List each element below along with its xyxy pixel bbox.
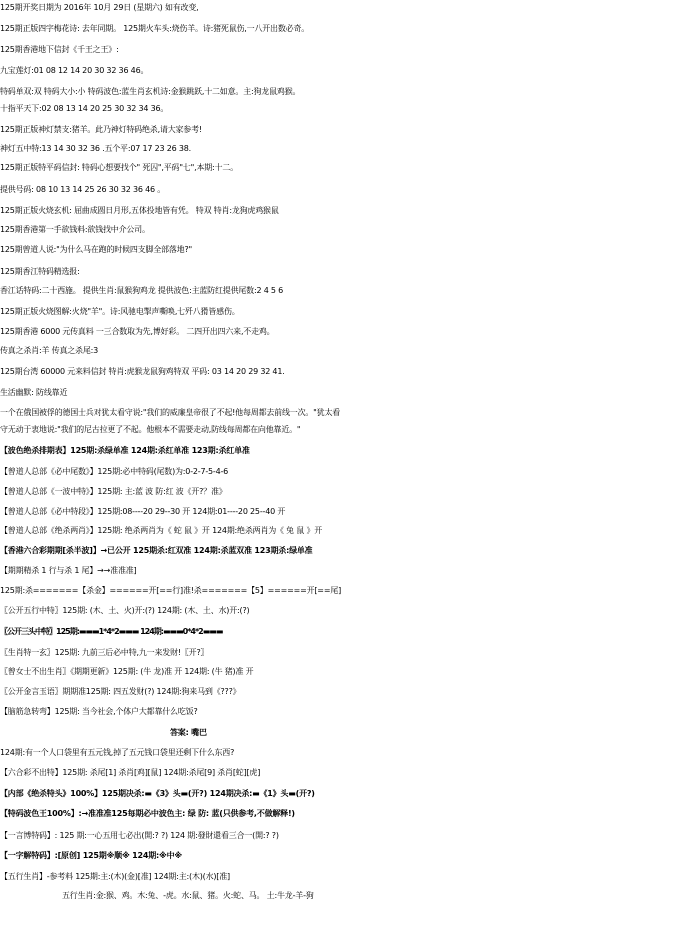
text-line-fire-diagram: 125期正版火烧图解:火烧"羊"。诗:风驰电掣声嘶唤,七歼八猾皆感伤。 (0, 307, 240, 316)
text-line-zeng-two-kill: 【曾道人总部《绝杀两肖》】125期: 绝杀两肖为《 蛇 鼠 》开 124期:绝杀两肖为《 兔 鼠 》开 (0, 526, 323, 535)
text-line-taiwan-letter: 125期台湾 60000 元来料信封 特肖:虎猴龙鼠狗鸡特双 平码: 03 14 20 29 32 41. (0, 367, 285, 376)
text-line-three-heads: 〖公开三头中特〗125期:▬▬▬1*4*2▬▬▬ 124期:▬▬▬0*4*2▬▬▬ (0, 627, 223, 636)
text-line-golden-words: 〖公开金言玉语〗期期准125期: 四五发财(?) 124期:狗来马到《???》 (0, 687, 241, 696)
text-line-provided-numbers: 提供号码: 08 10 13 14 25 26 30 32 36 46 。 (0, 185, 166, 194)
text-line-five-elements: 〖公开五行中特〗125期: (木、土、火)开:(?) 124期: (木、土、水)开:(?) (0, 606, 250, 615)
text-line-zeng-wave: 【曾道人总部《一波中特》】125期: 主:蓝 波 防:红 波《开?？准》 (0, 487, 227, 496)
text-line-hk-half-wave: 【香港六合彩期期[杀半波]】→已公开 125期杀:红双准 124期:杀蓝双准 123期杀:绿单准 (0, 546, 313, 555)
text-line-fire-mystery: 125期正版火烧玄机: 屈曲成圆日月形,五体投地皆有凭。 特双 特肖:龙狗虎鸡猴鼠 (0, 206, 279, 215)
text-line-zeng-segment: 【曾道人总部《必中特段》】125期:08----20 29--30 开 124期:01----20 25--40 开 (0, 507, 286, 516)
text-line-kill-gold: 125期:杀=======【杀金】======开[==行]准!杀=======【5】======开[==尾] (0, 586, 342, 595)
text-line-lotus-lamp: 九宝莲灯:01 08 12 14 20 30 32 36 46。 (0, 66, 149, 75)
text-line-lamp-five: 神灯五中特:13 14 30 32 36 .五个平:07 17 23 26 38. (0, 144, 191, 153)
text-line-wave-king: 【特码波色王100%】:→准准准125每期必中波色主: 绿 防: 蓝(只供参考,不做解释!) (0, 809, 295, 818)
text-line-fax-kill: 传真之杀肖:羊 传真之杀尾:3 (0, 346, 99, 355)
text-line-one-word-bet: 【一言博特码】: 125 期:一心五用七必出(開:? ?) 124 期:發財還看三合一(開:? ?) (0, 831, 279, 840)
text-line-ms-zeng: 〖曾女士不出生肖〗《期期更新》125期: (牛 龙)准 开 124期: (牛 猪)准 开 (0, 667, 254, 676)
text-line-humor-body-2: 守无动于衷地说:"我们的尼古拉更了不起。他根本不需要走动,防线每周都在向他靠近。" (0, 425, 301, 434)
text-line-color-kill: 【波色绝杀排期表】125期:杀绿单准 124期:杀红单准 123期:杀红单准 (0, 446, 250, 455)
text-line-humor-title: 生活幽默: 防线靠近 (0, 388, 68, 397)
text-line-draw-date: 125期开奖日期为 2016年 10月 29日 (星期六) 如有改变, (0, 3, 199, 12)
text-line-riddle-124: 124期:有一个人口袋里有五元钱,掉了五元钱口袋里还剩下什么东西? (0, 748, 235, 757)
text-line-one-char-solve: 【一字解特码】:[原创] 125期※顺※ 124期:※中※ (0, 851, 182, 860)
text-line-zeng-says: 125期曾道人说:"为什么马在跑的时候四支脚全部落地?" (0, 245, 192, 254)
text-line-zodiac-mystery: 〖生肖特一玄〗125期: 九前三后必中特,九一来发财!〖开?〗 (0, 648, 209, 657)
text-line-odd-even: 特码单双:双 特码大小:小 特码波色:蓝生肖玄机诗:金猴跳跃,十二如意。主:狗龙鼠鸡猴。 (0, 87, 301, 96)
text-line-brain-teaser: 【脑筋急转弯】125期: 当今社会,个体户大都靠什么吃饭? (0, 707, 198, 716)
text-line-ten-fingers: 十指平天下:02 08 13 14 20 25 30 32 34 36。 (0, 104, 169, 113)
text-line-five-element-zodiac: 【五行生肖】-参考料 125期:主:(木)(金)[准] 124期:主:(木)(水)[准] (0, 872, 230, 881)
text-line-hk-first-hand: 125期香港第一手欲钱料:欲钱找中介公司。 (0, 225, 150, 234)
text-line-internal-kill: 【内部《绝杀特头》100%】125期决杀:▬《3》头▬(开?) 124期决杀:▬《1》头▬(开?) (0, 789, 315, 798)
text-line-magic-lamp: 125期正版神灯禁支:猪羊。此乃神灯特码绝杀,请大家参考! (0, 125, 202, 134)
text-line-plum-poem: 125期正版四字梅花诗: 去年同期。 125期火车头:烧伤羊。诗:猪死鼠伤,一八开出数必奇。 (0, 24, 310, 33)
text-line-no-special: 【六合彩不出特】125期: 杀尾[1] 杀肖[鸡][鼠] 124期:杀尾[9] 杀肖[蛇][虎] (0, 768, 261, 777)
text-line-zeng-tail: 【曾道人总部《必中尾数》】125期:必中特码(尾数)为:0-2-7-5-4-6 (0, 467, 229, 476)
text-line-xiangjiang-words: 香江话特码:二十西施。 提供生肖:鼠猴狗鸡龙 提供波色:主蓝防红提供尾数:2 4 5 6 (0, 286, 284, 295)
text-line-flat-letter: 125期正版特平码信封: 特码心想要找个" 死囚",平码"七",本期:十二。 (0, 163, 238, 172)
text-line-element-list: 五行生肖:金:猴、鸡。木:兔、-虎。水:鼠、猪。火:蛇、马。 土:牛龙-羊-狗 (62, 891, 314, 900)
text-line-answer: 答案: 嘴巴 (170, 728, 207, 737)
text-line-hk-fax: 125期香港 6000 元传真料 一三合数取为先,博好彩。 二四开出四六来,不走鸡。 (0, 327, 275, 336)
text-line-xiangjiang: 125期香江特码精选报: (0, 267, 80, 276)
text-line-kill-row-tail: 【期期精杀 1 行与杀 1 尾】→→准准准] (0, 566, 137, 575)
text-line-humor-body-1: 一个在俄国被俘的德国士兵对犹太看守说:"我们的威廉皇帝很了不起!他每周都去前线一次。"犹太看 (0, 408, 341, 417)
text-line-hk-letter: 125期香港地下信封《千王之王》: (0, 45, 119, 54)
